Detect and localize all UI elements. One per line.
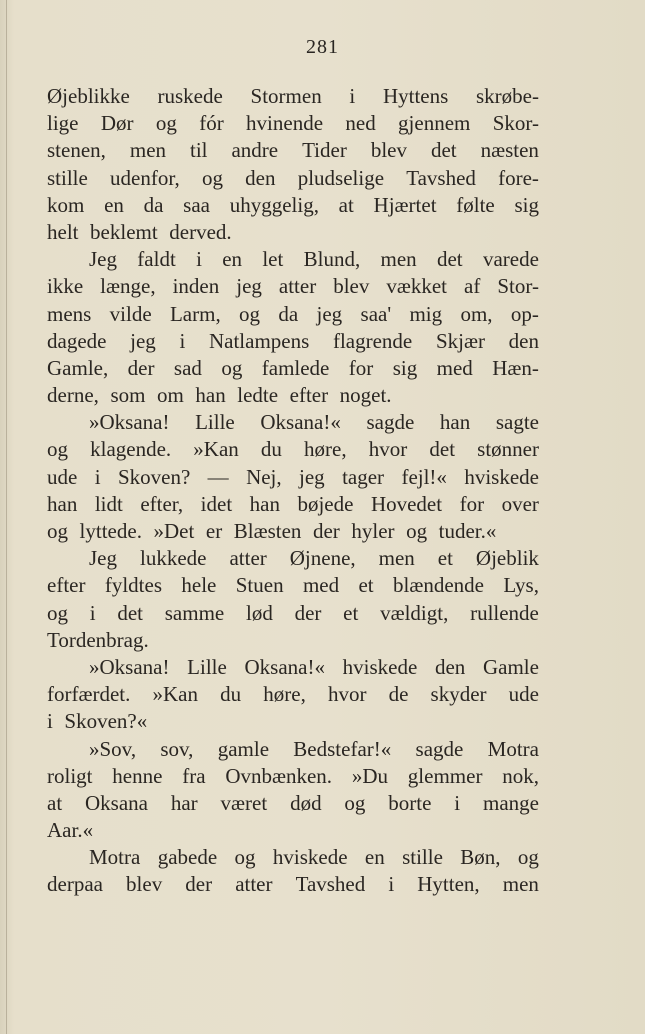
word: Jeg [89,247,117,272]
word: da [278,301,299,326]
word: inden [172,274,220,299]
word: Oksana [85,790,148,815]
word: med [436,355,473,380]
word: helt [47,219,79,244]
word: fejl!« [401,464,447,489]
word: uhyggelig, [229,192,319,217]
word: der [294,600,322,625]
word: og [344,790,366,815]
word: er [205,519,223,543]
word: det [436,247,463,272]
word: derpaa [47,872,103,897]
word: sov, [160,736,194,761]
text-line [47,736,539,763]
word: i [196,247,202,272]
word: lukkede [139,546,207,571]
text-line [47,871,539,898]
word: mens [47,301,92,326]
word: for [348,355,374,380]
word: og [234,845,256,870]
word: Lille [195,410,235,435]
word: fór [199,111,224,136]
word: hviskede [272,845,348,870]
word: lidt [94,491,123,516]
text-line [47,708,539,735]
word: efter, [140,491,184,516]
word: høre, [304,437,347,462]
paragraph [47,736,539,845]
word: Gamle [482,654,539,679]
word: i [94,464,101,489]
word: et [358,573,374,598]
word: Øjnene, [289,546,356,571]
paragraph [47,844,539,898]
word: saa [183,192,210,217]
paragraph [47,654,539,736]
word: »Oksana! [89,654,170,679]
word: jeg [299,464,325,489]
word: tuder.« [438,519,497,543]
word: op- [510,301,539,326]
word: i [47,709,53,734]
word: Stormen [250,84,322,108]
word: hvor [368,437,408,462]
word: Aar.« [47,818,94,843]
word: og [406,519,428,543]
word: næsten [480,138,539,163]
text-line [47,600,539,627]
word: et [437,546,453,571]
text-line [47,491,539,518]
word: Ovnbænken. [225,763,333,788]
word: Oksana!« [244,654,325,679]
text-line [47,165,539,192]
page-edge [6,0,7,1034]
word: Blund, [303,247,361,272]
word: Skor- [492,111,539,136]
word: for [459,491,485,516]
word: efter [47,573,86,598]
text-line [47,110,539,137]
text-line [47,382,539,409]
word: Tider [302,138,347,163]
word: lød [245,600,273,625]
word: dagede [47,328,107,353]
word: af [464,274,481,299]
word: som [110,383,146,408]
word: han [195,383,226,408]
word: høre, [263,682,306,707]
text-line [47,273,539,300]
word: pludselige [297,165,385,190]
word: Skoven? [117,464,191,489]
word: jeg [236,274,262,299]
word: fra [182,763,206,788]
word: mig [409,301,443,326]
word: rullende [470,600,539,625]
word: sad [173,355,202,380]
word: og [47,437,68,462]
word: der [185,872,213,897]
word: Natlampens [208,328,310,353]
word: Skjær [435,328,485,353]
word: »Sov, [89,736,137,761]
word: ruskede [157,84,223,108]
text-line [47,844,539,871]
word: en [222,247,243,272]
word: men [129,138,167,163]
text-line [47,627,539,654]
word: den [434,654,466,679]
word: at [47,790,63,815]
word: vækket [386,274,448,299]
word: Hjærtet [373,192,437,217]
word: og [155,111,177,136]
text-line [47,436,539,463]
word: sig [514,192,539,217]
word: tager [342,464,385,489]
word: du [220,682,242,707]
text-line [47,545,539,572]
text-line [47,301,539,328]
text-line [47,518,539,545]
word: sig [392,355,418,380]
word: og [47,519,68,543]
word: hyler [351,519,395,543]
word: atter [235,872,273,897]
word: Jeg [89,546,117,571]
word: jeg [130,328,156,353]
word: blev [126,872,163,897]
word: han [439,410,471,435]
word: til [190,138,208,163]
word: blændende [393,573,484,598]
word: noget. [339,383,392,408]
word: hviskede [342,654,418,679]
word: over [501,491,539,516]
word: og [221,355,243,380]
word: roligt [47,763,93,788]
word: i [89,600,96,625]
text-line [47,681,539,708]
word: atter [278,274,317,299]
word: »Du [351,763,389,788]
word: ned [345,111,376,136]
word: Bøn, [460,845,501,870]
text-line [47,817,539,844]
word: Oksana!« [260,410,341,435]
word: Øjeblik [475,546,539,571]
word: lige [47,111,79,136]
word: flagrende [332,328,413,353]
word: de [388,682,409,707]
word: da [143,192,164,217]
word: ledte [237,383,279,408]
word: Larm, [169,301,221,326]
word: blev [333,274,370,299]
word: »Kan [152,682,199,707]
word: og [517,845,539,870]
word: været [220,790,268,815]
word: derne, [47,383,99,408]
word: om [157,383,184,408]
word: men [502,872,539,897]
word: Lille [187,654,227,679]
word: og [201,165,223,190]
text-line [47,137,539,164]
word: og [47,600,68,625]
text-line [47,219,539,246]
text-line [47,763,539,790]
word: Skoven?« [64,709,148,734]
paragraph [47,246,539,409]
text-line [47,328,539,355]
word: ude [508,682,539,707]
word: borte [388,790,432,815]
word: Motra [487,736,539,761]
word: Tavshed [295,872,366,897]
word: glemmer [407,763,483,788]
word: skyder [430,682,487,707]
word: den [508,328,539,353]
word: ude [47,464,78,489]
word: gamle [217,736,270,761]
word: og [239,301,261,326]
word: henne [112,763,163,788]
paragraph [47,409,539,545]
word: vældigt, [380,600,449,625]
word: mange [483,790,539,815]
word: der [127,355,155,380]
word: beklemt [90,219,158,244]
word: »Kan [193,437,239,462]
word: »Oksana! [89,410,170,435]
word: men [378,546,415,571]
word: idet [200,491,233,516]
word: efter [289,383,329,408]
word: sagte [495,410,539,435]
word: gjennem [398,111,471,136]
word: varede [482,247,539,272]
word: Bedstefar!« [293,736,392,761]
word: famlede [261,355,330,380]
word: kom [47,192,85,217]
word: i [454,790,461,815]
word: har [170,790,198,815]
word: andre [231,138,279,163]
word: den [245,165,276,190]
word: en [104,192,124,217]
word: Tordenbrag. [47,627,149,652]
text-line [47,246,539,273]
page-number: 281 [306,36,339,58]
word: nok, [502,763,539,788]
word: fore- [498,165,539,190]
word: længe, [100,274,156,299]
word: du [260,437,282,462]
word: Nej, [246,464,282,489]
word: hvinende [246,111,324,136]
word: forfærdet. [47,682,131,707]
word: Øjeblikke [47,84,130,108]
text-line [47,572,539,599]
word: Lys, [503,573,539,598]
word: saa' [360,301,392,326]
word: Hæn- [492,355,539,380]
word: der [312,519,340,543]
word: fyldtes [104,573,162,598]
word: skrøbe- [475,84,539,108]
word: blev [370,138,407,163]
word: sagde [366,410,415,435]
word: bøjede [297,491,354,516]
word: han [47,491,78,516]
text-line [47,192,539,219]
text-line [47,355,539,382]
word: stenen, [47,138,106,163]
word: faldt [137,247,176,272]
word: hele [181,573,217,598]
word: let [262,247,284,272]
word: hvor [327,682,367,707]
word: Tavshed [406,165,476,190]
word: det [429,437,456,462]
word: jeg [316,301,343,326]
word: Stuen [235,573,284,598]
text-line [47,464,539,491]
word: det [430,138,457,163]
word: i [388,872,395,897]
word: derved. [169,219,232,244]
word: i [179,328,186,353]
word: klagende. [90,437,172,462]
word: Hyttens [382,84,449,108]
word: udenfor, [110,165,180,190]
word: følte [456,192,495,217]
word: stille [47,165,88,190]
word: — [207,464,229,489]
word: Motra [89,845,141,870]
text-line [47,83,539,110]
word: med [302,573,340,598]
word: Gamle, [47,355,109,380]
text-line [47,790,539,817]
word: »Det [153,519,195,543]
body-text [47,83,539,899]
word: atter [229,546,267,571]
word: vilde [109,301,152,326]
word: stille [402,845,443,870]
word: Blæsten [233,519,302,543]
word: han [249,491,280,516]
word: det [117,600,143,625]
word: Hytten, [417,872,480,897]
word: død [290,790,322,815]
word: en [364,845,385,870]
word: gabede [157,845,218,870]
paragraph [47,83,539,246]
word: om, [460,301,493,326]
word: lyttede. [79,519,142,543]
word: i [349,84,356,108]
word: et [343,600,359,625]
word: ikke [47,274,84,299]
word: samme [164,600,225,625]
word: men [380,247,417,272]
word: at [338,192,354,217]
text-line [47,409,539,436]
word: stønner [477,437,539,462]
word: sagde [415,736,464,761]
word: Dør [100,111,134,136]
word: hviskede [464,464,539,489]
word: Hovedet [370,491,443,516]
text-line [47,654,539,681]
word: Stor- [497,274,539,299]
paragraph [47,545,539,654]
